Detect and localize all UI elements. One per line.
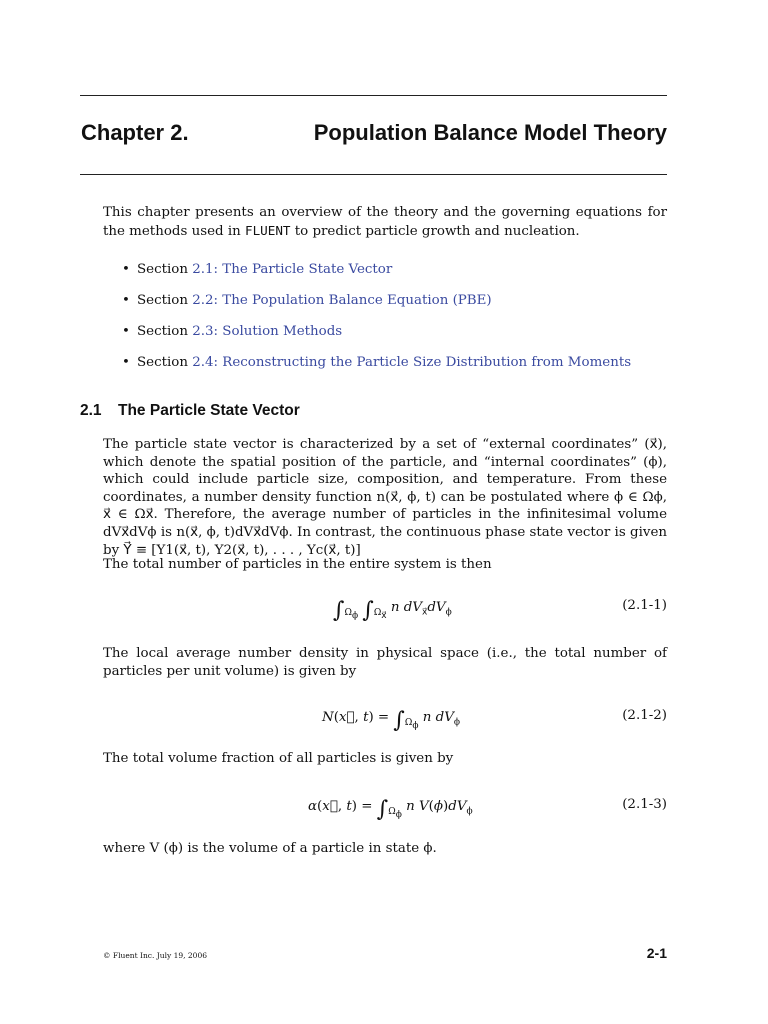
list-item: • Section 2.3: Solution Methods — [122, 324, 343, 339]
bullet-icon: • — [122, 262, 130, 277]
list-item: • Section 2.1: The Particle State Vector — [122, 262, 393, 277]
section-link-2-1[interactable]: 2.1: The Particle State Vector — [192, 262, 393, 277]
product-name: FLUENT — [245, 222, 291, 238]
footer-copyright: © Fluent Inc. July 19, 2006 — [103, 951, 208, 960]
chapter-title: Population Balance Model Theory — [313, 120, 667, 145]
section-title: The Particle State Vector — [118, 402, 300, 419]
page-number: 2-1 — [646, 945, 667, 961]
bullet-icon: • — [122, 324, 130, 339]
bullet-icon: • — [122, 293, 130, 308]
section-link-2-3[interactable]: 2.3: Solution Methods — [192, 324, 343, 339]
state-vector-paragraph: The particle state vector is characterized by a set of “external coordinates” (x⃗), which denote the spatial position of the particle, and “internal coordinates” (ϕ), which could include particle size, composition, and temperature. From these coordinates, a number density function n(x⃗, ϕ, t) can be postulated where ϕ ∈ Ωϕ, x⃗ ∈ Ωx⃗. Therefore, the average number of particles in the infinitesimal volume dVx⃗dVϕ is n(x⃗, ϕ, t)dVx⃗dVϕ. In contrast, the continuous phase state vector is given by Y⃗ ≡ [Y1(x⃗, t), Y2(x⃗, t), . . . , Yc(x⃗, t)] — [103, 437, 667, 558]
equation-body: N(x⃗, $t) = \int_{\Omega_\phi}$ n $dV_\phi$ — [322, 708, 461, 733]
equation-2-1-1 — [103, 598, 667, 632]
section-heading — [80, 402, 300, 420]
total-particles-paragraph: The total number of particles in the entire system is then — [103, 557, 492, 572]
intro-paragraph — [103, 204, 667, 240]
volume-definition-paragraph: where V (ϕ) is the volume of a particle in state ϕ. — [103, 841, 437, 856]
section-number: 2.1 — [80, 402, 102, 419]
number-density-paragraph: The local average number density in physical space (i.e., the total number of particles per unit volume) is given by — [103, 646, 667, 679]
equation-number: (2.1-3) — [622, 797, 667, 812]
equation-body: $\int_{\Omega_\phi}$ $\int_{\Omega_{x⃗}}$ n $dV_{x⃗}dV_\phi$ — [333, 598, 452, 623]
header-bottom-rule — [80, 174, 667, 175]
list-item: • Section 2.4: Reconstructing the Particle Size Distribution from Moments — [122, 355, 632, 370]
section-list — [122, 262, 631, 386]
bullet-icon: • — [122, 355, 130, 370]
chapter-label: Chapter 2. — [81, 120, 189, 145]
equation-body: α(x⃗, $t) = \int_{\Omega_\phi}$ n $V(\phi)dV_\phi$ — [308, 797, 473, 822]
equation-2-1-2 — [103, 708, 667, 742]
list-item: • Section 2.2: The Population Balance Equation (PBE) — [122, 293, 492, 308]
header-top-rule — [80, 95, 667, 96]
intro-text-after: to predict particle growth and nucleation. — [290, 223, 580, 239]
equation-number: (2.1-1) — [622, 598, 667, 613]
equation-2-1-3 — [103, 797, 667, 831]
section-link-2-4[interactable]: 2.4: Reconstructing the Particle Size Distribution from Moments — [192, 355, 632, 370]
equation-number: (2.1-2) — [622, 708, 667, 723]
section-link-2-2[interactable]: 2.2: The Population Balance Equation (PBE) — [192, 293, 492, 308]
intro-text-before: This chapter presents an overview of the theory and the governing equations for the methods used in — [103, 205, 667, 239]
volume-fraction-paragraph: The total volume fraction of all particles is given by — [103, 751, 454, 766]
